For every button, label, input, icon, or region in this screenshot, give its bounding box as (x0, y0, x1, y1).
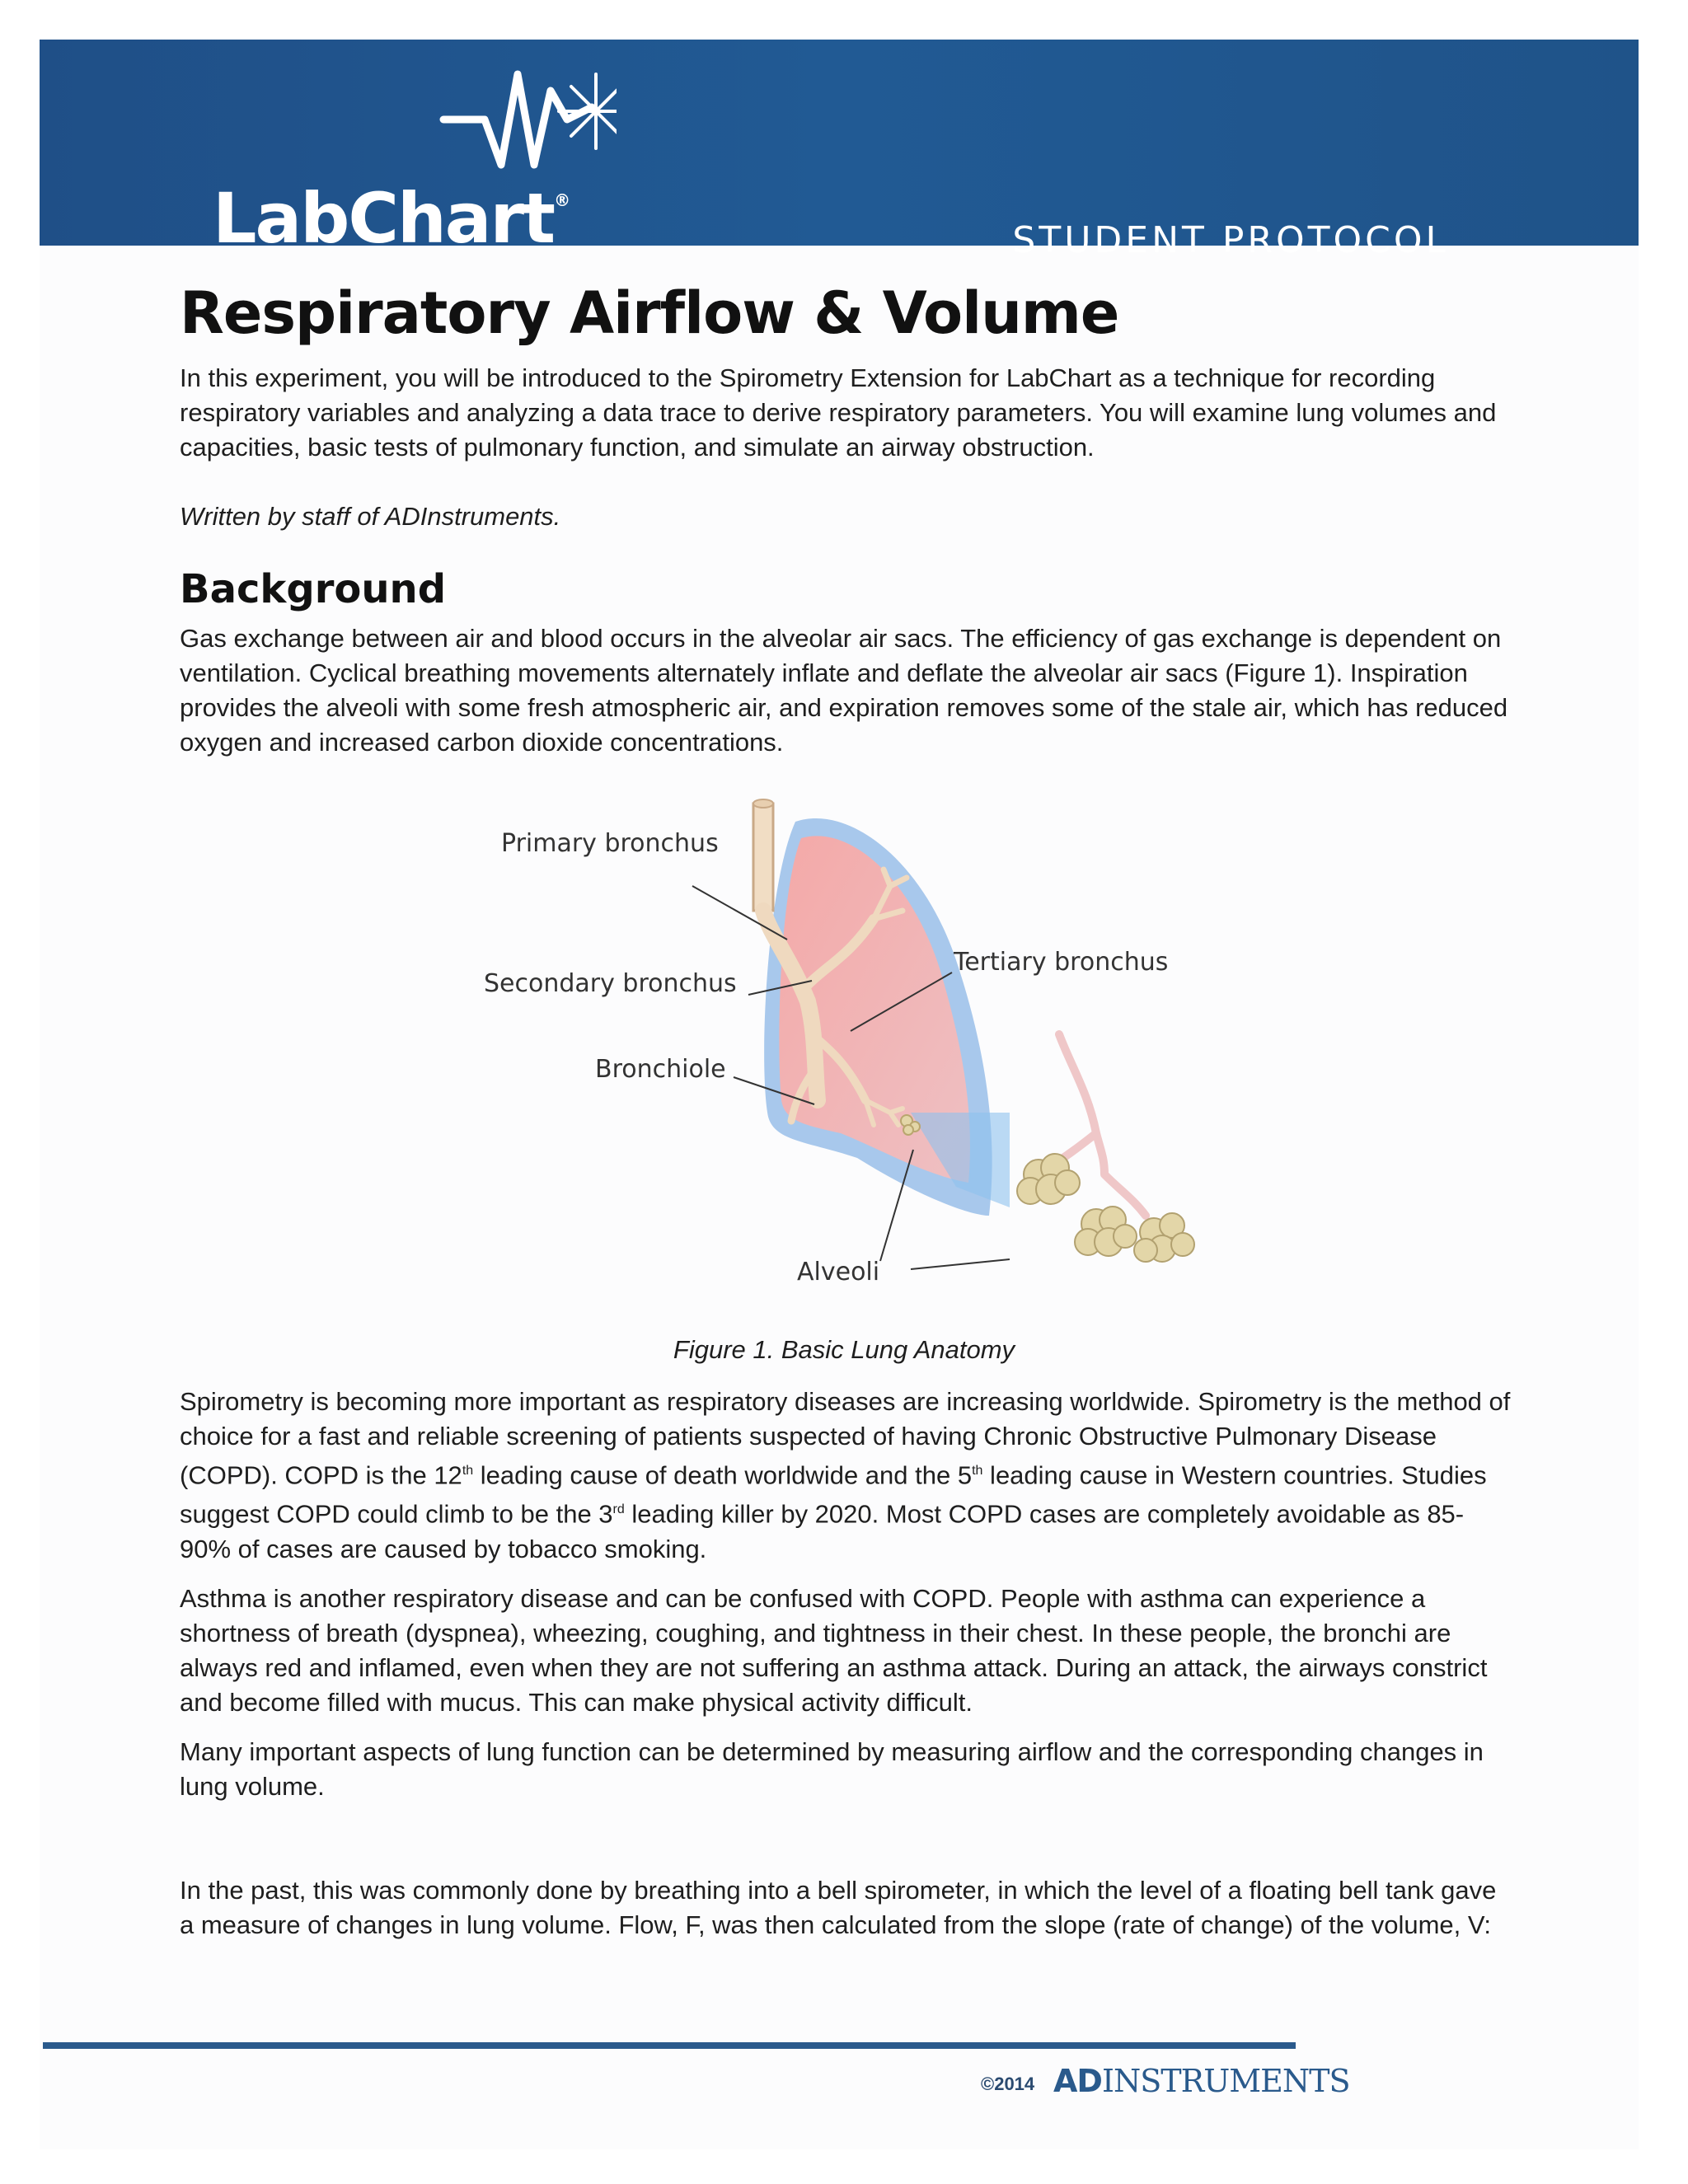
copyright: ©2014 (981, 2074, 1035, 2094)
lung-anatomy-figure (462, 787, 1236, 1323)
intro-paragraph: In this experiment, you will be introduced to the Spirometry Extension for LabChart as a technique for recording respiratory variables and analyzing a data trace to derive respiratory parameters. You will examine lung volumes and capacities, basic tests of pulmonary function, and simulate an airway obstruction. (180, 363, 1497, 462)
footer-divider (43, 2042, 1296, 2049)
copd-paragraph: Spirometry is becoming more important as respiratory diseases are increasing worldwide. Spirometry is the method of choice for a fast and reliable screening of patients suspected of having Chronic Obstructive Pulmonary Disease (COPD). COPD is the 12th leading cause of death worldwide and the 5th leading cause in Western countries. Studies suggest COPD could climb to be the 3rd leading killer by 2020. Most COPD cases are completely avoidable as 85-90% of cases are caused by tobacco smoking. (180, 1387, 1511, 1563)
figure-caption: Figure 1. Basic Lung Anatomy (673, 1335, 1015, 1364)
label-tertiary-bronchus: Tertiary bronchus (954, 948, 1169, 977)
asthma-paragraph: Asthma is another respiratory disease and can be confused with COPD. People with asthma can experience a shortness of breath (dyspnea), wheezing, coughing, and tightness in their chest. In these people, the bronchi are always red and inflamed, even when they are not suffering an asthma attack. During an attack, the airways constrict and become filled with mucus. This can make physical activity difficult. (180, 1583, 1488, 1717)
label-bronchiole: Bronchiole (595, 1055, 726, 1084)
lung-illustration (462, 787, 1236, 1323)
brand-logo: LabChart® (213, 178, 570, 259)
label-secondary-bronchus: Secondary bronchus (484, 969, 737, 998)
label-primary-bronchus: Primary bronchus (501, 829, 719, 858)
lung-function-paragraph: Many important aspects of lung function can be determined by measuring airflow and the corresponding changes in lung volume. (180, 1736, 1484, 1801)
background-paragraph: Gas exchange between air and blood occurs in the alveolar air sacs. The efficiency of gas exchange is dependent on ventilation. Cyclical breathing movements alternately inflate and deflate the alveolar air sacs (Figure 1). Inspiration provides the alveoli with some fresh atmospheric air, and expiration removes some of the stale air, which has reduced oxygen and increased carbon dioxide concentrations. (180, 624, 1508, 757)
labchart-logo-icon (204, 58, 617, 190)
section-heading-background: Background (180, 566, 447, 612)
bell-spirometer-paragraph: In the past, this was commonly done by breathing into a bell spirometer, in which the level of a floating bell tank gave a measure of changes in lung volume. Flow, F, was then calculated from the slope (rate of change) of the volume, V: (180, 1875, 1497, 1939)
protocol-label: STUDENT PROTOCOL (1012, 219, 1449, 261)
main-content (180, 272, 1515, 760)
body-text (180, 1385, 1515, 1943)
page-title: Respiratory Airflow & Volume (180, 279, 1119, 347)
author-note: Written by staff of ADInstruments. (180, 502, 561, 531)
trachea (753, 804, 773, 911)
header-banner (40, 40, 1639, 261)
adinstruments-logo: ADINSTRUMENTS (1053, 2063, 1350, 2099)
label-alveoli: Alveoli (797, 1258, 880, 1286)
